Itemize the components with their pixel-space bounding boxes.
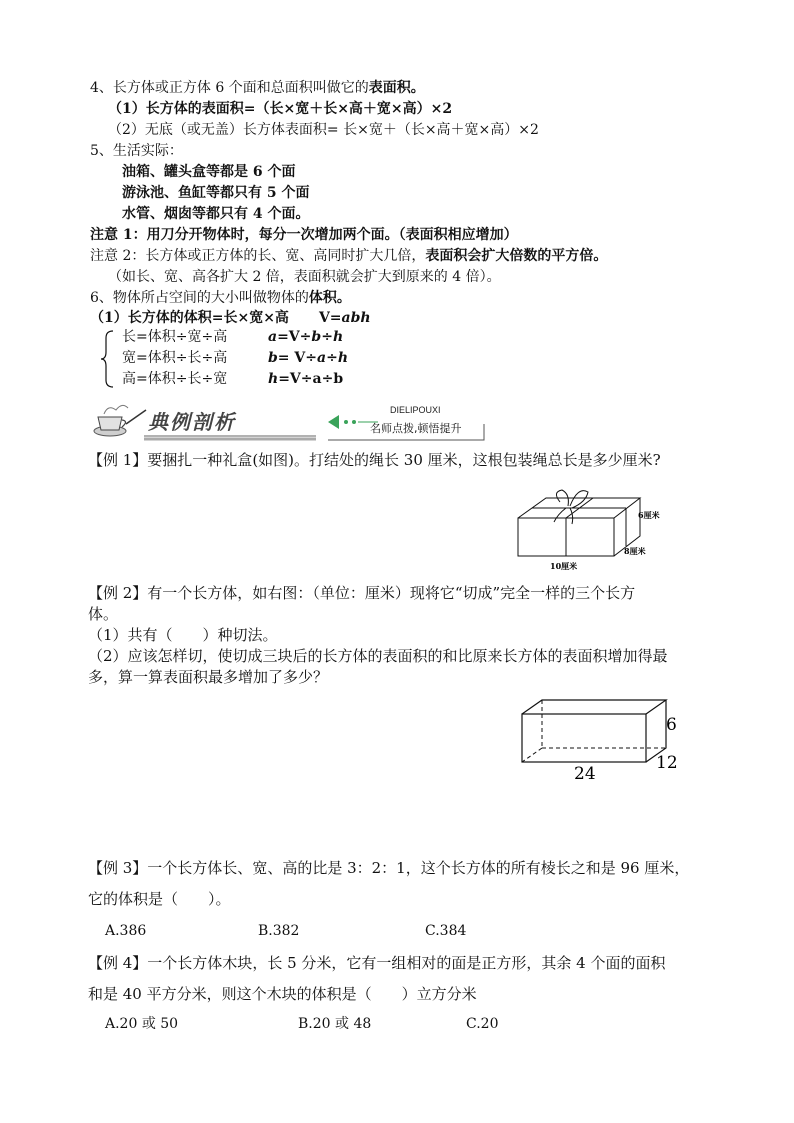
expr: ÷ (326, 350, 338, 366)
section6-title (90, 288, 351, 308)
example-3-line1: 【例 3】一个长方体长、宽、高的比是 3：2：1，这个长方体的所有棱长之和是 96 厘米， (88, 859, 690, 877)
expr: = V÷ (277, 350, 317, 366)
example-1-question: 【例 1】要捆扎一种礼盒(如图)。打结处的绳长 30 厘米，这根包装绳总长是多少厘米? (88, 451, 661, 469)
example-3-option-b: B.382 (258, 923, 300, 939)
section-banner (88, 400, 488, 444)
example-4-option-a: A.20 或 50 (105, 1016, 179, 1032)
volume-formula-text: （1）长方体的体积=长×宽×高 (90, 310, 289, 326)
section4-intro-bold: 表面积。 (368, 80, 425, 96)
expr: ÷ (321, 329, 333, 345)
cuboid-figure (510, 688, 700, 788)
gift-length-label: 10厘米 (550, 561, 578, 571)
example-4-option-b: B.20 或 48 (298, 1016, 372, 1032)
expr: =V÷ (277, 329, 312, 345)
cuboid-height-label: 6 (666, 715, 677, 735)
height-formula (268, 369, 343, 389)
length-formula-cn: 长=体积÷宽÷高 (122, 329, 228, 345)
section6-title-bold: 体积。 (308, 290, 351, 306)
var: h (268, 371, 279, 387)
gift-height-label: 6厘米 (638, 510, 660, 520)
width-formula (268, 348, 348, 368)
open-box-formula: （2）无底（或无盖）长方体表面积= 长×宽＋（长×高＋宽×高）×2 (108, 122, 539, 138)
example-2-q1: （1）共有（ ）种切法。 (88, 626, 278, 644)
var: b (311, 329, 322, 345)
cuboid-width-label: 12 (656, 753, 678, 773)
example-3-option-a: A.386 (105, 923, 147, 939)
volume-formula (90, 308, 371, 328)
note-2-text: 注意 2：长方体或正方体的长、宽、高同时扩大几倍， (90, 248, 426, 264)
var: a (268, 329, 278, 345)
life-item: 游泳池、鱼缸等都只有 5 个面 (122, 185, 310, 201)
brace-icon (100, 330, 116, 388)
arrow-icon (328, 415, 339, 429)
banner-pinyin: DIELIPOUXI (390, 405, 441, 415)
section6-title-text: 6、物体所占空间的大小叫做物体的 (90, 290, 309, 306)
var: h (332, 329, 344, 345)
example-4-line1: 【例 4】一个长方体木块，长 5 分米，它有一组相对的面是正方形，其余 4 个面的面积 (88, 954, 666, 972)
gift-width-label: 8厘米 (624, 546, 646, 556)
life-item: 油箱、罐头盒等都是 6 个面 (122, 164, 296, 180)
var: h (337, 350, 348, 366)
note-2-bold: 表面积会扩大倍数的平方倍。 (425, 248, 608, 264)
example-2-line1: 【例 2】有一个长方体，如右图：（单位：厘米）现将它“切成”完全一样的三个长方 (88, 584, 636, 602)
example-2-q2-line2: 多，算一算表面积最多增加了多少？ (88, 668, 329, 686)
example-4-line2: 和是 40 平方分米，则这个木块的体积是（ ）立方分米 (88, 985, 477, 1003)
teacup-icon (94, 405, 146, 436)
example-2-q2-line1: （2）应该怎样切，使切成三块后的长方体的表面积的和比原来长方体的表面积增加得最 (88, 647, 668, 665)
section4-intro (90, 78, 425, 98)
example-3-line2: 它的体积是（ ）。 (88, 890, 231, 908)
note-2-example: （如长、宽、高各扩大 2 倍，表面积就会扩大到原来的 4 倍）。 (108, 269, 501, 285)
length-formula (268, 327, 343, 347)
cuboid-length-label: 24 (574, 764, 596, 784)
example-3-option-c: C.384 (425, 923, 467, 939)
section5-title: 5、生活实际： (90, 143, 183, 159)
example-2-line2: 体。 (88, 605, 119, 623)
height-formula-cn: 高=体积÷长÷宽 (122, 371, 228, 387)
life-item: 水管、烟囱等都只有 4 个面。 (122, 206, 310, 222)
banner-title: 典例剖析 (148, 410, 236, 434)
note-2 (90, 246, 607, 266)
note-1: 注意 1：用刀分开物体时，每分一次增加两个面。（表面积相应增加） (90, 227, 518, 243)
example-4-option-c: C.20 (466, 1016, 499, 1032)
volume-formula-abh: abh (341, 310, 371, 326)
surface-area-formula: （1）长方体的表面积=（长×宽＋长×高＋宽×高）×2 (108, 101, 453, 117)
section4-intro-text: 4、长方体或正方体 6 个面和总面积叫做它的 (90, 80, 369, 96)
var: b (268, 350, 278, 366)
gift-box-figure (508, 478, 688, 578)
banner-subtitle: 名师点拨,顿悟提升 (370, 422, 462, 435)
width-formula-cn: 宽=体积÷长÷高 (122, 350, 228, 366)
expr: =V÷a÷b (278, 371, 344, 387)
var: a (317, 350, 327, 366)
volume-formula-v: V= (318, 310, 342, 326)
